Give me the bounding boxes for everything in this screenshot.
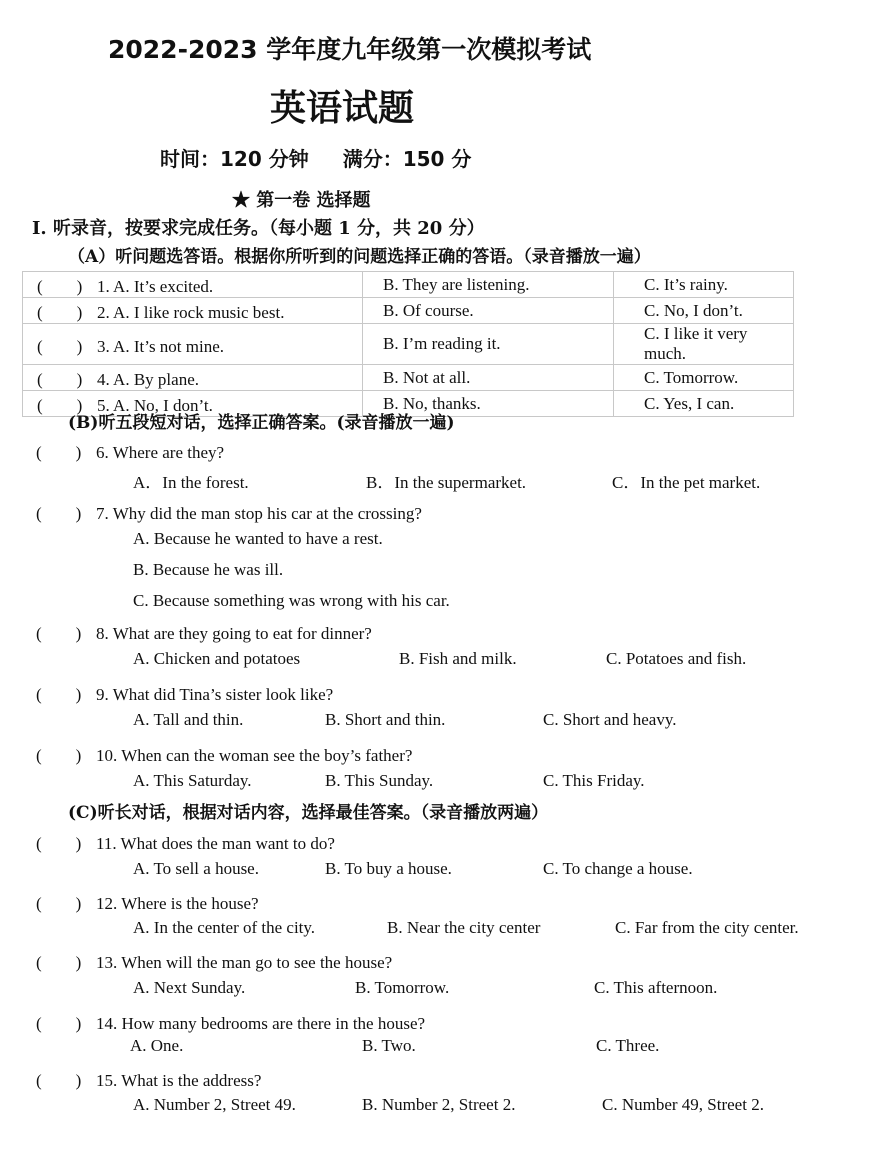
answer-blank: ( ) — [36, 746, 82, 765]
q9-option-a: A. Tall and thin. — [133, 710, 244, 729]
q10-option-b: B. This Sunday. — [325, 771, 434, 790]
q15-option-a: A. Number 2, Street 49. — [133, 1095, 296, 1114]
q12-option-b: B. Near the city center — [387, 918, 541, 937]
q13-option-a: A. Next Sunday. — [133, 978, 246, 997]
exam-title: 2022-2023 学年度九年级第一次模拟考试 — [108, 35, 592, 64]
option-c: C. Tomorrow. — [614, 365, 794, 391]
table-row — [23, 272, 794, 298]
q11-option-c: C. To change a house. — [543, 859, 693, 878]
q7-option-a: A. Because he wanted to have a rest. — [133, 529, 383, 548]
partC-instruction: (C)听长对话，根据对话内容，选择最佳答案。（录音播放两遍） — [68, 803, 549, 823]
question-9: ( ) 9. What did Tina’s sister look like? — [36, 680, 333, 705]
option-b: B. They are listening. — [363, 272, 614, 298]
q14-option-c: C. Three. — [596, 1036, 660, 1055]
answer-blank: ( ) — [36, 834, 82, 853]
option-b: B. Of course. — [363, 298, 614, 324]
full-score: 满分：150 分 — [342, 147, 472, 171]
option-a: 1. A. It’s excited. — [97, 277, 214, 296]
option-c: C. No, I don’t. — [614, 298, 794, 324]
answer-blank: ( ) — [36, 504, 82, 523]
question-15: ( ) 15. What is the address? — [36, 1066, 261, 1091]
q8-option-a: A. Chicken and potatoes — [133, 649, 301, 668]
question-11: ( ) 11. What does the man want to do? — [36, 829, 335, 854]
subject-title: 英语试题 — [270, 87, 415, 129]
q10-option-a: A. This Saturday. — [133, 771, 252, 790]
partA-instruction: （A）听问题选答语。根据你所听到的问题选择正确的答语。（录音播放一遍） — [68, 247, 651, 267]
option-c: C. It’s rainy. — [614, 272, 794, 298]
option-b: B. I’m reading it. — [363, 324, 614, 365]
question-13: ( ) 13. When will the man go to see the house? — [36, 948, 392, 973]
part1-heading: Ⅰ. 听录音，按要求完成任务。（每小题 1 分，共 20 分） — [32, 218, 485, 239]
option-c: C. I like it very much. — [614, 324, 794, 365]
q11-option-a: A. To sell a house. — [133, 859, 259, 878]
q7-option-b: B. Because he was ill. — [133, 560, 284, 579]
q11-option-b: B. To buy a house. — [325, 859, 452, 878]
table-row — [23, 365, 794, 391]
question-14: ( ) 14. How many bedrooms are there in the house? — [36, 1009, 425, 1034]
q6-option-b: B．In the supermarket. — [366, 473, 527, 492]
option-a: 4. A. By plane. — [97, 370, 199, 389]
question-12: ( ) 12. Where is the house? — [36, 889, 259, 914]
option-c: C. Yes, I can. — [614, 391, 794, 417]
partB-instruction: (B)听五段短对话，选择正确答案。(录音播放一遍) — [68, 413, 455, 433]
option-a: 2. A. I like rock music best. — [97, 303, 285, 322]
question-8: ( ) 8. What are they going to eat for dinner? — [36, 619, 372, 644]
answer-blank: ( ) — [36, 685, 82, 704]
answer-blank: ( ) — [37, 336, 83, 356]
question-7: ( ) 7. Why did the man stop his car at the crossing? — [36, 499, 422, 524]
question-6: ( ) 6. Where are they? — [36, 438, 224, 463]
answer-blank: ( ) — [37, 277, 83, 296]
q12-option-a: A. In the center of the city. — [133, 918, 316, 937]
q13-option-c: C. This afternoon. — [594, 978, 718, 997]
partA-table — [22, 271, 794, 417]
section-heading: ★ 第一卷 选择题 — [232, 190, 371, 211]
q14-option-a: A. One. — [130, 1036, 184, 1055]
table-row — [23, 324, 794, 365]
q9-option-b: B. Short and thin. — [325, 710, 446, 729]
answer-blank: ( ) — [37, 370, 83, 389]
q12-option-c: C. Far from the city center. — [615, 918, 799, 937]
q6-option-c: C．In the pet market. — [612, 473, 761, 492]
q10-option-c: C. This Friday. — [543, 771, 645, 790]
answer-blank: ( ) — [36, 1014, 82, 1033]
q6-option-a: A．In the forest. — [133, 473, 249, 492]
q14-option-b: B. Two. — [362, 1036, 416, 1055]
time-limit: 时间：120 分钟 — [160, 147, 309, 171]
q13-option-b: B. Tomorrow. — [355, 978, 450, 997]
q7-option-c: C. Because something was wrong with his car. — [133, 591, 450, 610]
option-b: B. Not at all. — [363, 365, 614, 391]
option-b: B. No, thanks. — [363, 391, 614, 417]
option-a: 5. A. No, I don’t. — [97, 396, 213, 415]
answer-blank: ( ) — [36, 624, 82, 643]
q15-option-c: C. Number 49, Street 2. — [602, 1095, 764, 1114]
answer-blank: ( ) — [36, 953, 82, 972]
exam-info — [160, 143, 471, 172]
answer-blank: ( ) — [36, 443, 82, 462]
table-row — [23, 298, 794, 324]
answer-blank: ( ) — [36, 1071, 82, 1090]
q15-option-b: B. Number 2, Street 2. — [362, 1095, 516, 1114]
answer-blank: ( ) — [37, 396, 83, 415]
q8-option-b: B. Fish and milk. — [399, 649, 517, 668]
q9-option-c: C. Short and heavy. — [543, 710, 677, 729]
option-a: 3. A. It’s not mine. — [97, 336, 225, 356]
question-10: ( ) 10. When can the woman see the boy’s father? — [36, 741, 412, 766]
answer-blank: ( ) — [37, 303, 83, 322]
q8-option-c: C. Potatoes and fish. — [606, 649, 747, 668]
answer-blank: ( ) — [36, 894, 82, 913]
